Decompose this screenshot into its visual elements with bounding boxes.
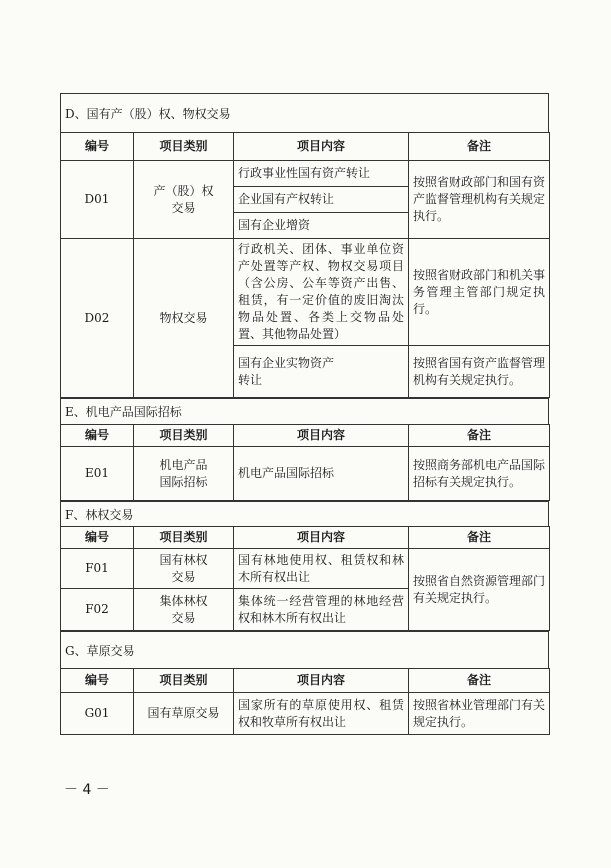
- content-cell: 机电产品国际招标: [234, 447, 409, 501]
- section-d-title: D、国有产（股）权、物权交易: [60, 93, 549, 132]
- note-cell: 按照省财政部门和国有资产监督管理机构有关规定执行。: [409, 161, 550, 239]
- section-f-table: [60, 526, 550, 631]
- table-header-row: [61, 669, 550, 693]
- content-cell: 国有企业实物资产 转让: [234, 346, 409, 398]
- header-content: 项目内容: [234, 425, 409, 447]
- note-cell: 按照省林业管理部门有关规定执行。: [409, 693, 550, 735]
- table-header-row: [61, 133, 550, 161]
- document-page: [60, 93, 549, 735]
- section-g-table: [60, 668, 550, 735]
- header-category: 项目类别: [134, 425, 234, 447]
- header-content: 项目内容: [234, 527, 409, 549]
- note-cell: 按照商务部机电产品国际招标有关规定执行。: [409, 447, 550, 501]
- category-cell: 国有林权 交易: [134, 549, 234, 589]
- header-category: 项目类别: [134, 133, 234, 161]
- category-cell: 物权交易: [134, 239, 234, 398]
- category-cell: 机电产品 国际招标: [134, 447, 234, 501]
- header-code: 编号: [61, 669, 134, 693]
- section-e-title: E、机电产品国际招标: [60, 398, 549, 424]
- header-note: 备注: [409, 669, 550, 693]
- header-note: 备注: [409, 425, 550, 447]
- content-cell: 集体统一经营管理的林地经营权和林木所有权出让: [234, 589, 409, 631]
- header-content: 项目内容: [234, 133, 409, 161]
- header-code: 编号: [61, 133, 134, 161]
- content-cell: 国有企业增资: [234, 213, 409, 239]
- table-row: [61, 549, 550, 589]
- table-row: [61, 239, 550, 346]
- table-row: [61, 447, 550, 501]
- header-note: 备注: [409, 527, 550, 549]
- category-cell: 产（股）权 交易: [134, 161, 234, 239]
- category-cell: 国有草原交易: [134, 693, 234, 735]
- section-d-table: [60, 132, 550, 398]
- section-g-title: G、草原交易: [60, 631, 549, 668]
- content-cell: 企业国有产权转让: [234, 187, 409, 213]
- code-cell: D02: [61, 239, 134, 398]
- note-cell: 按照省财政部门和机关事务管理主管部门规定执行。: [409, 239, 550, 346]
- section-f-title: F、林权交易: [60, 501, 549, 526]
- content-cell: 国家所有的草原使用权、租赁权和牧草所有权出让: [234, 693, 409, 735]
- code-cell: G01: [61, 693, 134, 735]
- content-cell: 国有林地使用权、租赁权和林木所有权出让: [234, 549, 409, 589]
- header-content: 项目内容: [234, 669, 409, 693]
- header-category: 项目类别: [134, 669, 234, 693]
- header-note: 备注: [409, 133, 550, 161]
- category-cell: 集体林权 交易: [134, 589, 234, 631]
- page-number: － 4 －: [64, 782, 110, 798]
- header-code: 编号: [61, 425, 134, 447]
- table-row: [61, 161, 550, 187]
- table-header-row: [61, 527, 550, 549]
- code-cell: E01: [61, 447, 134, 501]
- header-code: 编号: [61, 527, 134, 549]
- content-cell: 行政事业性国有资产转让: [234, 161, 409, 187]
- code-cell: F02: [61, 589, 134, 631]
- table-row: [61, 693, 550, 735]
- code-cell: D01: [61, 161, 134, 239]
- note-cell: 按照省国有资产监督管理机构有关规定执行。: [409, 346, 550, 398]
- section-e-table: [60, 424, 550, 501]
- code-cell: F01: [61, 549, 134, 589]
- header-category: 项目类别: [134, 527, 234, 549]
- table-header-row: [61, 425, 550, 447]
- note-cell: 按照省自然资源管理部门有关规定执行。: [409, 549, 550, 631]
- content-cell: 行政机关、团体、事业单位资产处置等产权、物权交易项目（含公房、公车等资产出售、租赁，有一定价值的废旧淘汰物品处置、各类上交物品处置、其他物品处置）: [234, 239, 409, 346]
